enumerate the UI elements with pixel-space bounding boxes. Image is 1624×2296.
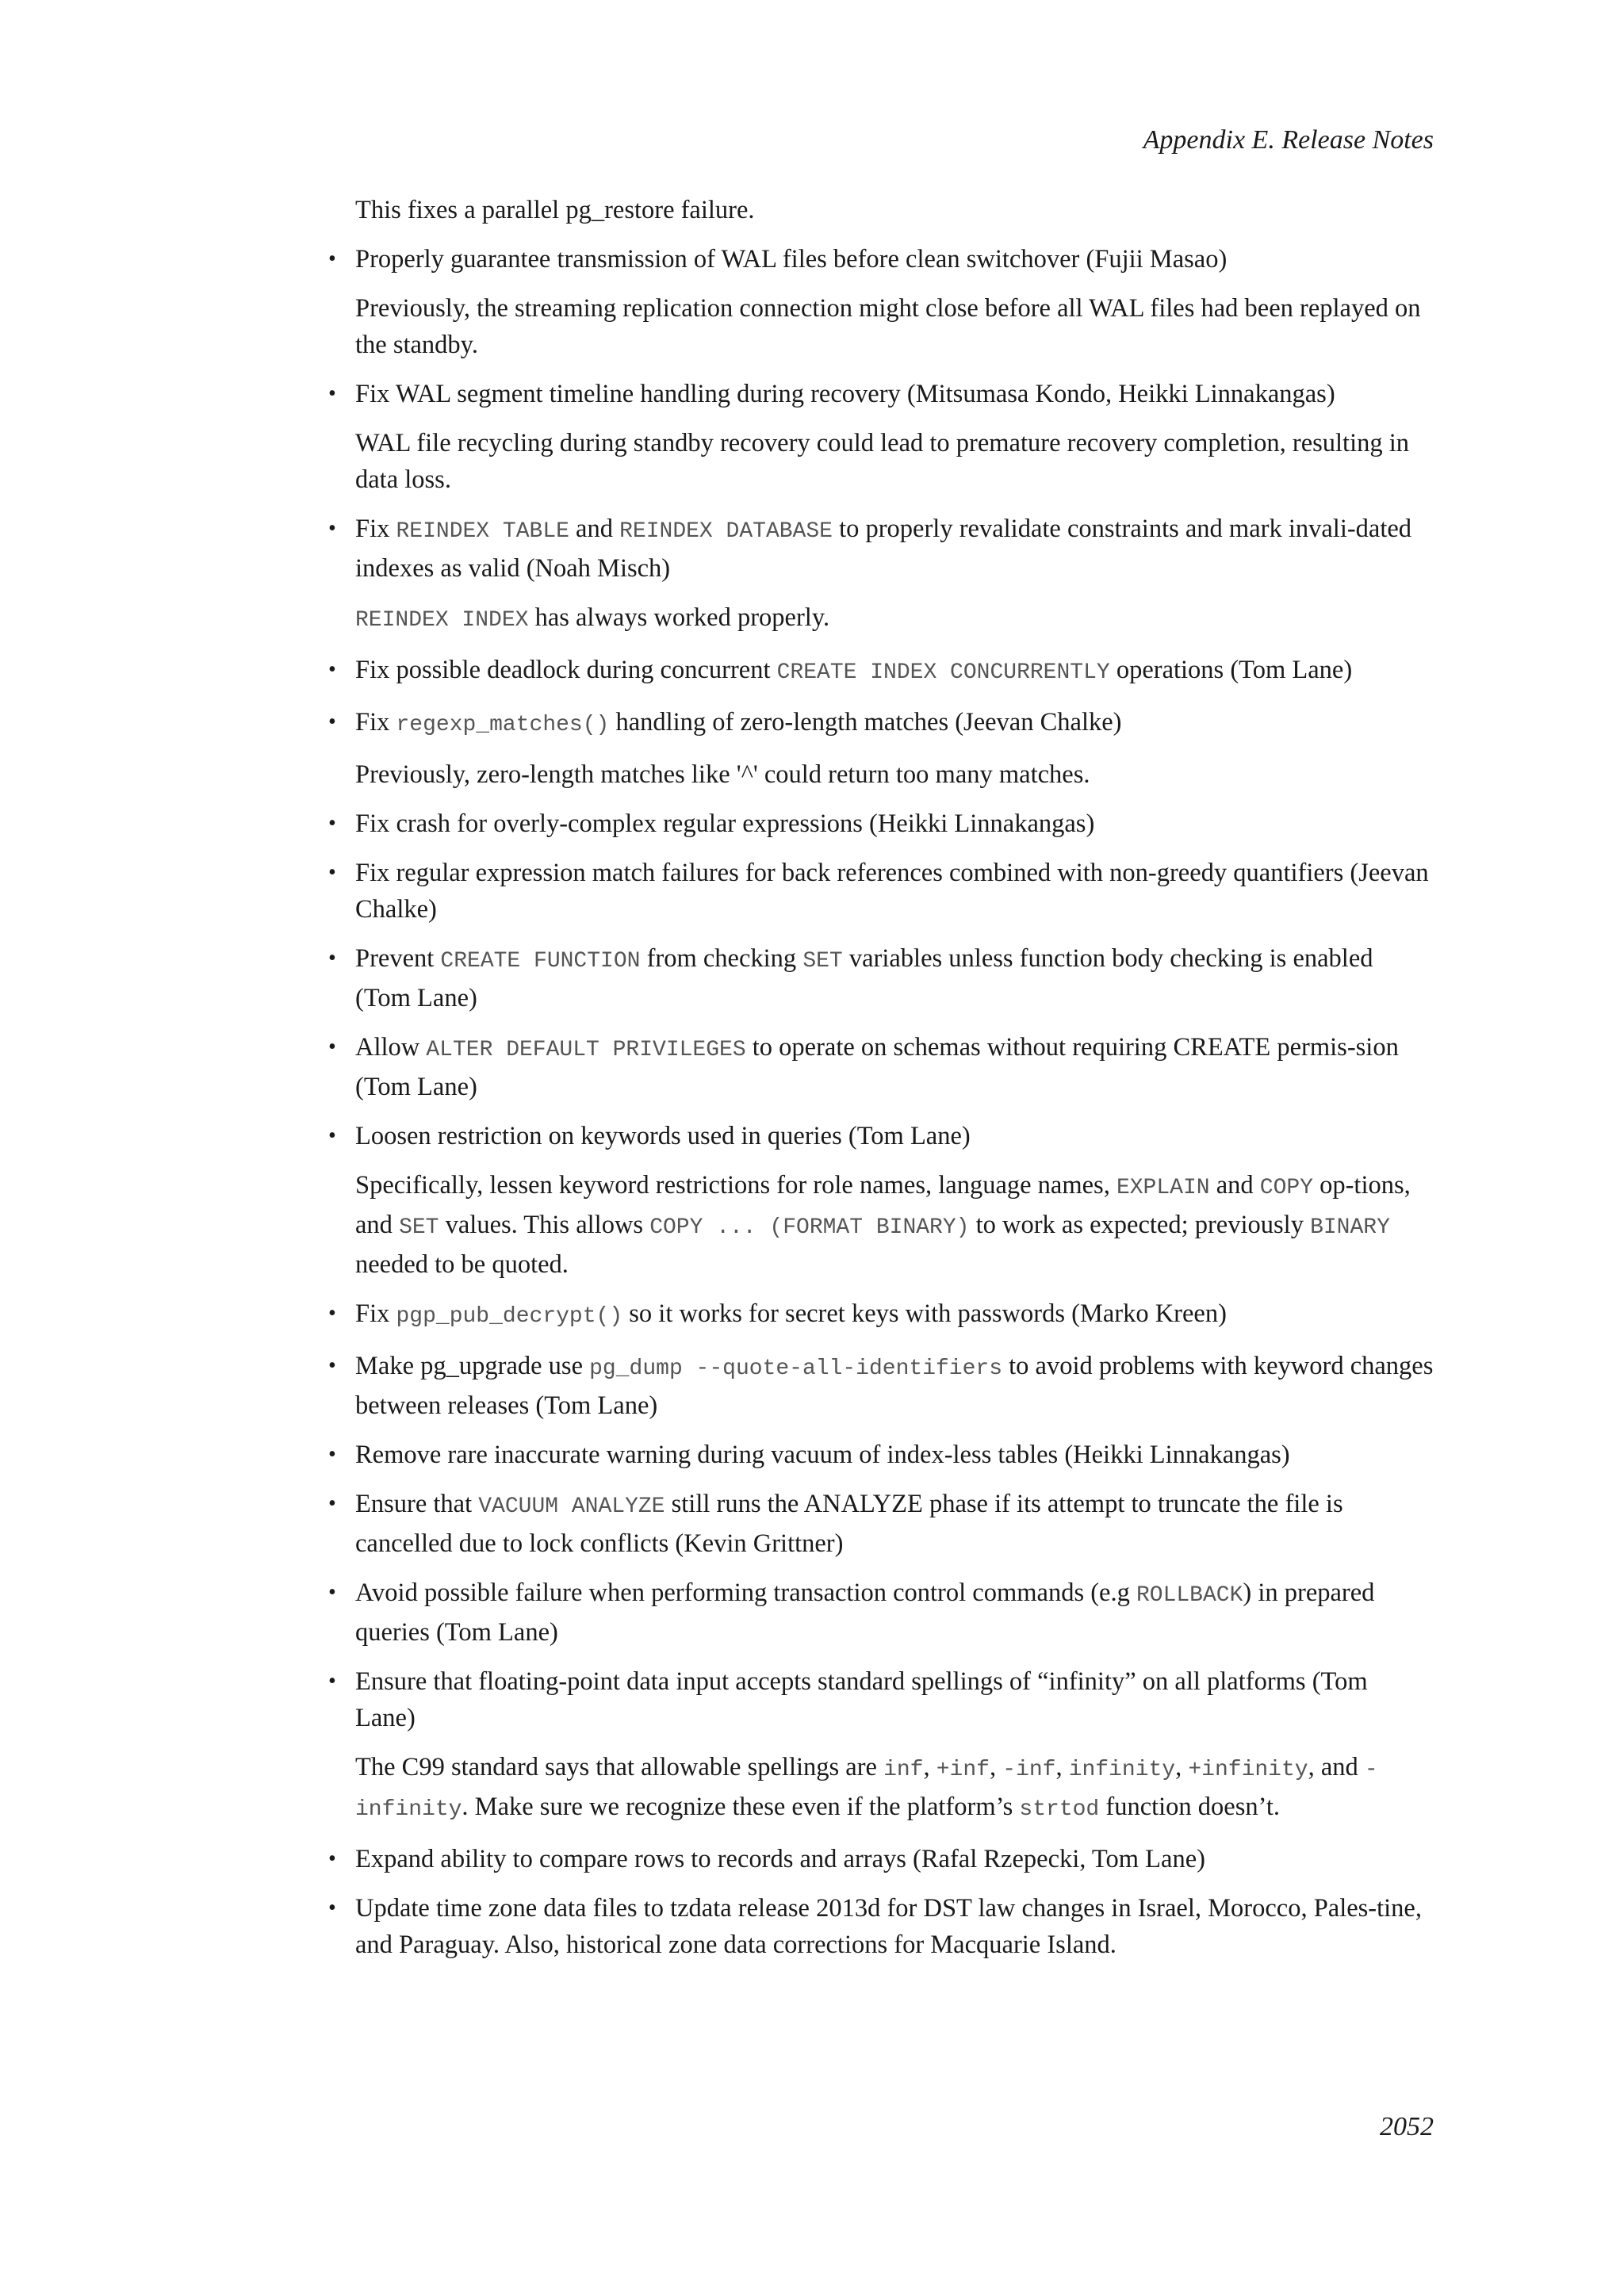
list-item: • Allow ALTER DEFAULT PRIVILEGES to operate on schemas without requiring CREATE permis-sion (Tom Lane)	[328, 1033, 1399, 1101]
running-header: Appendix E. Release Notes	[1143, 125, 1434, 155]
list-item: • Fix regular expression match failures for back references combined with non-greedy quantifiers (Jeevan Chalke)	[328, 859, 1429, 924]
list-item: • Ensure that VACUUM ANALYZE still runs the ANALYZE phase if its attempt to truncate the file is cancelled due to lock conflicts (Kevin Grittner)	[328, 1490, 1343, 1558]
list-item: • Prevent CREATE FUNCTION from checking SET variables unless function body checking is enabled (Tom Lane)	[328, 944, 1373, 1012]
list-item: • Loosen restriction on keywords used in queries (Tom Lane) Specifically, lessen keyword restrictions for role names, language names, EXPLAIN and COPY op-tions, and SET values. This allows COPY ... (FORMAT BINARY) to work as expected; previously BINARY needed to be quoted.	[328, 1122, 1411, 1279]
list-item: • Fix possible deadlock during concurrent CREATE INDEX CONCURRENTLY operations (Tom Lane)	[328, 656, 1353, 685]
list-item: • Fix crash for overly-complex regular expressions (Heikki Linnakangas)	[328, 809, 1095, 838]
list-item: • Ensure that floating-point data input accepts standard spellings of “infinity” on all platforms (Tom Lane) The C99 standard says that allowable spellings are inf, +inf, -inf, infinity, +infinity, and -infinity. Make sure we recognize these even if the platform’s strtod function doesn’t.	[328, 1667, 1378, 1822]
list-item: • Update time zone data files to tzdata release 2013d for DST law changes in Israel, Morocco, Pales-tine, and Paraguay. Also, historical zone data corrections for Macquarie Island.	[328, 1894, 1422, 1959]
list-item: • Fix pgp_pub_decrypt() so it works for secret keys with passwords (Marko Kreen)	[328, 1299, 1227, 1329]
list-item: • Fix WAL segment timeline handling during recovery (Mitsumasa Kondo, Heikki Linnakangas) WAL file recycling during standby recovery could lead to premature recovery completion, resulting in data loss.	[328, 380, 1410, 494]
release-notes-body	[328, 192, 1434, 1976]
page-number: 2052	[1380, 2112, 1434, 2141]
list-item: • Expand ability to compare rows to records and arrays (Rafal Rzepecki, Tom Lane)	[328, 1845, 1205, 1873]
list-item: • Remove rare inaccurate warning during vacuum of index-less tables (Heikki Linnakangas)	[328, 1441, 1290, 1469]
list-item: • Make pg_upgrade use pg_dump --quote-all-identifiers to avoid problems with keyword changes between releases (Tom Lane)	[328, 1352, 1434, 1420]
list-item: • Fix REINDEX TABLE and REINDEX DATABASE to properly revalidate constraints and mark invali-dated indexes as valid (Noah Misch) REINDEX INDEX has always worked properly.	[328, 515, 1412, 633]
list-item: • Avoid possible failure when performing transaction control commands (e.g ROLLBACK) in prepared queries (Tom Lane)	[328, 1578, 1375, 1647]
list-item: • Properly guarantee transmission of WAL files before clean switchover (Fujii Masao) Previously, the streaming replication connection might close before all WAL files had been replayed on the standby.	[328, 245, 1421, 359]
list-item: • Fix regexp_matches() handling of zero-length matches (Jeevan Chalke) Previously, zero-length matches like '^' could return too many matches.	[328, 708, 1122, 789]
intro-paragraph: This fixes a parallel pg_restore failure.	[355, 196, 755, 224]
